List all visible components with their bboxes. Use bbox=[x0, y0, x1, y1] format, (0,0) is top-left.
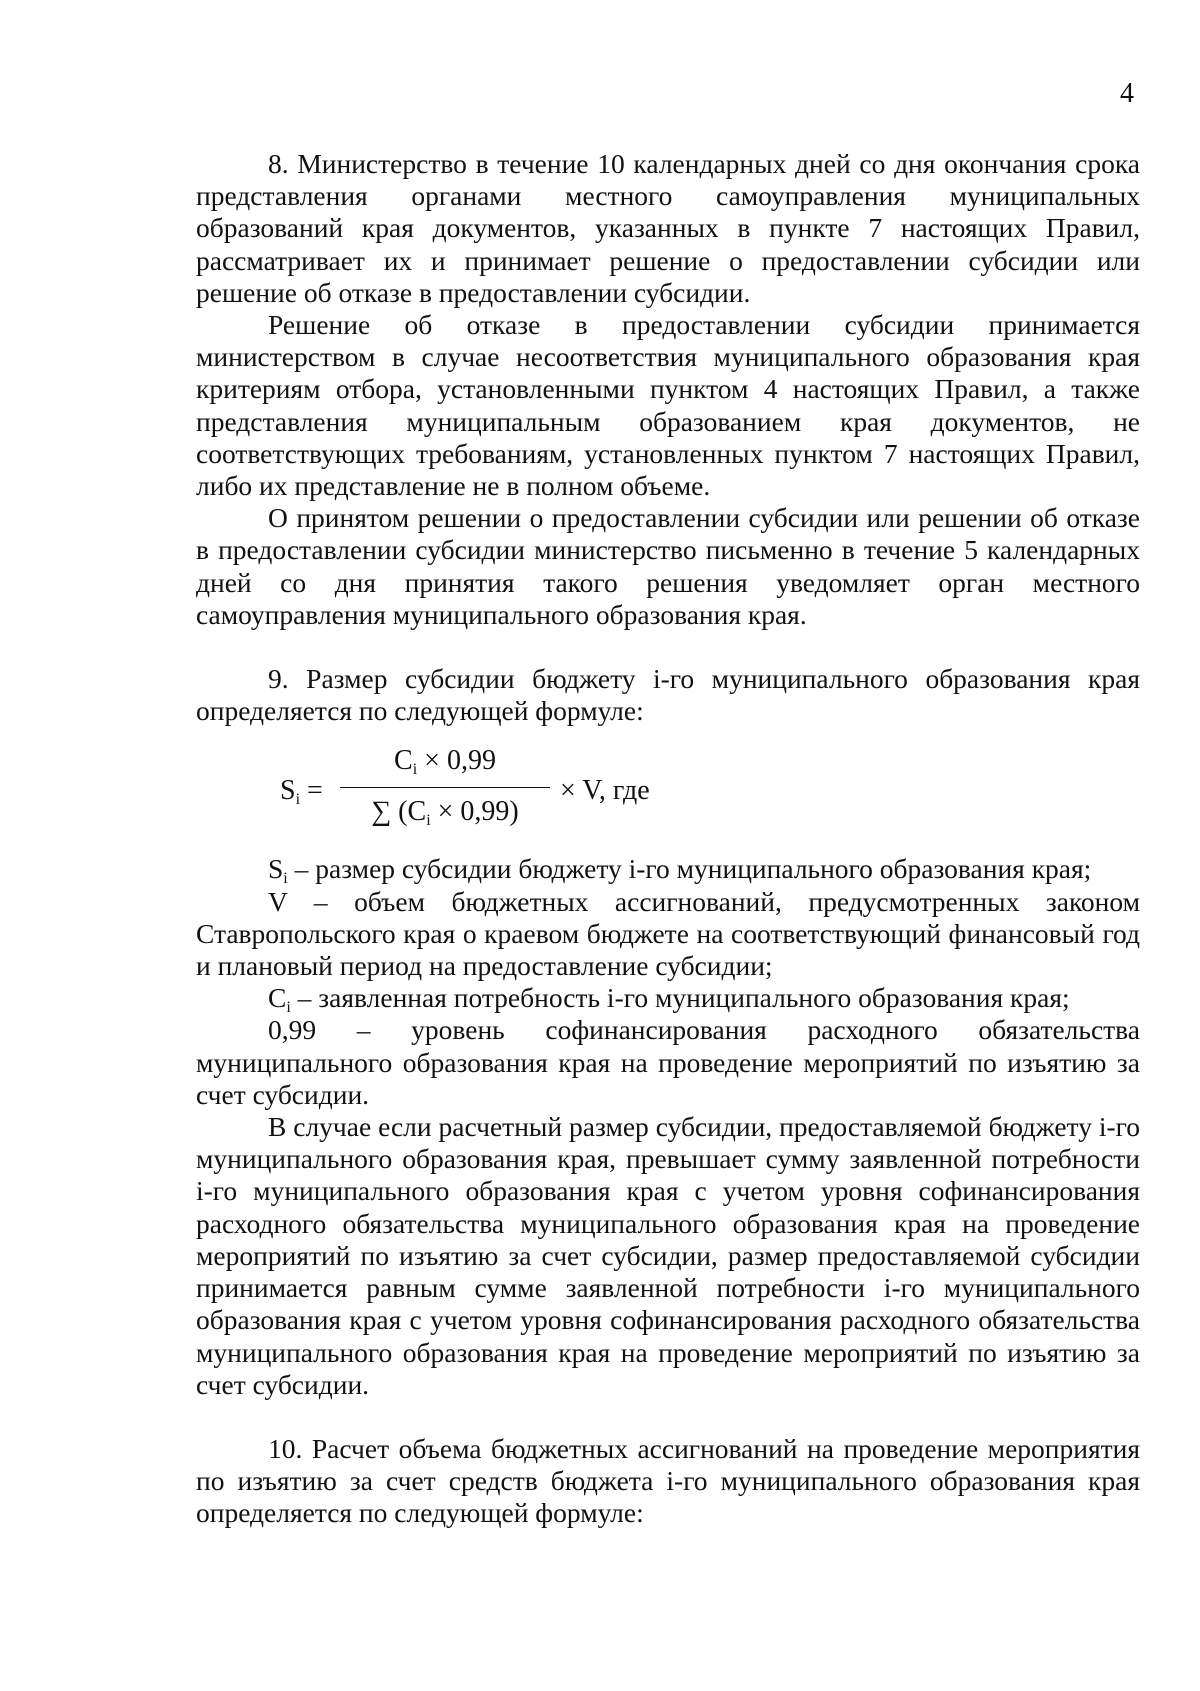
document-body bbox=[196, 148, 1140, 1530]
fraction-bar bbox=[340, 787, 550, 788]
definition-ci: $C_i$ – заявленная потребность i-го муниципального образования края; bbox=[268, 982, 1070, 1017]
page-number: 4 bbox=[1120, 78, 1134, 109]
paragraph-8: 8. Министерство в течение 10 календарных дней со дня окончания срока представления органами местного самоуправления муниципальных образований края документов, указанных в пункте 7 настоящих Правил, рассматривает их и принимает решение о предоставлении субсидии или решение об отказе в предоставлении субсидии. bbox=[196, 148, 1140, 308]
paragraph-9: 9. Размер субсидии бюджету i-го муниципального образования края определяется по следующей формуле: bbox=[196, 663, 1140, 727]
formula-fraction bbox=[340, 741, 550, 832]
formula-denominator: ∑ $(C_i \times 0,99)$ bbox=[371, 796, 519, 830]
formula-numerator: $C_i \times 0,99$ bbox=[394, 745, 496, 779]
formula-lhs: $S_i$ = bbox=[280, 775, 323, 809]
subsidy-formula bbox=[196, 741, 1140, 845]
paragraph-10: 10. Расчет объема бюджетных ассигнований на проведение мероприятия по изъятию за счет средств бюджета i-го муниципального образования края определяется по следующей формуле: bbox=[196, 1432, 1140, 1529]
paragraph-notification: О принятом решении о предоставлении субсидии или решении об отказе в предоставлении субсидии министерство письменно в течение 5 календарных дней со дня принятия такого решения уведомляет орган местного самоуправления муниципального образования края. bbox=[196, 502, 1140, 630]
definition-rate: 0,99 – уровень софинансирования расходного обязательства муниципального образования края на проведение мероприятий по изъятию за счет субсидии. bbox=[196, 1014, 1140, 1110]
definition-v: V – объем бюджетных ассигнований, предусмотренных законом Ставропольского края о краевом бюджете на соответствующий финансовый год и плановый период на предоставление субсидии; bbox=[196, 885, 1140, 982]
definition-si: $S_i$ – размер субсидии бюджету i-го муниципального образования края; bbox=[268, 853, 1092, 888]
formula-rhs: × V, где bbox=[560, 775, 650, 807]
paragraph-refusal-grounds: Решение об отказе в предоставлении субсидии принимается министерством в случае несоответствия муниципального образования края критериям отбора, установленными пунктом 4 настоящих Правил, а также представления муниципальным образованием края документов, не соответствующих требованиям, установленных пунктом 7 настоящих Правил, либо их представление не в полном объеме. bbox=[196, 309, 1140, 502]
paragraph-excess-case: В случае если расчетный размер субсидии, предоставляемой бюджету i-го муниципального образования края, превышает сумму заявленной потребности i-го муниципального образования края с учетом уровня софинансирования расходного обязательства муниципального образования края на проведение мероприятий по изъятию за счет субсидии, размер предоставляемой субсидии принимается равным сумме заявленной потребности i-го муниципального образования края с учетом уровня софинансирования расходного обязательства муниципального образования края на проведение мероприятий по изъятию за счет субсидии. bbox=[196, 1111, 1140, 1400]
